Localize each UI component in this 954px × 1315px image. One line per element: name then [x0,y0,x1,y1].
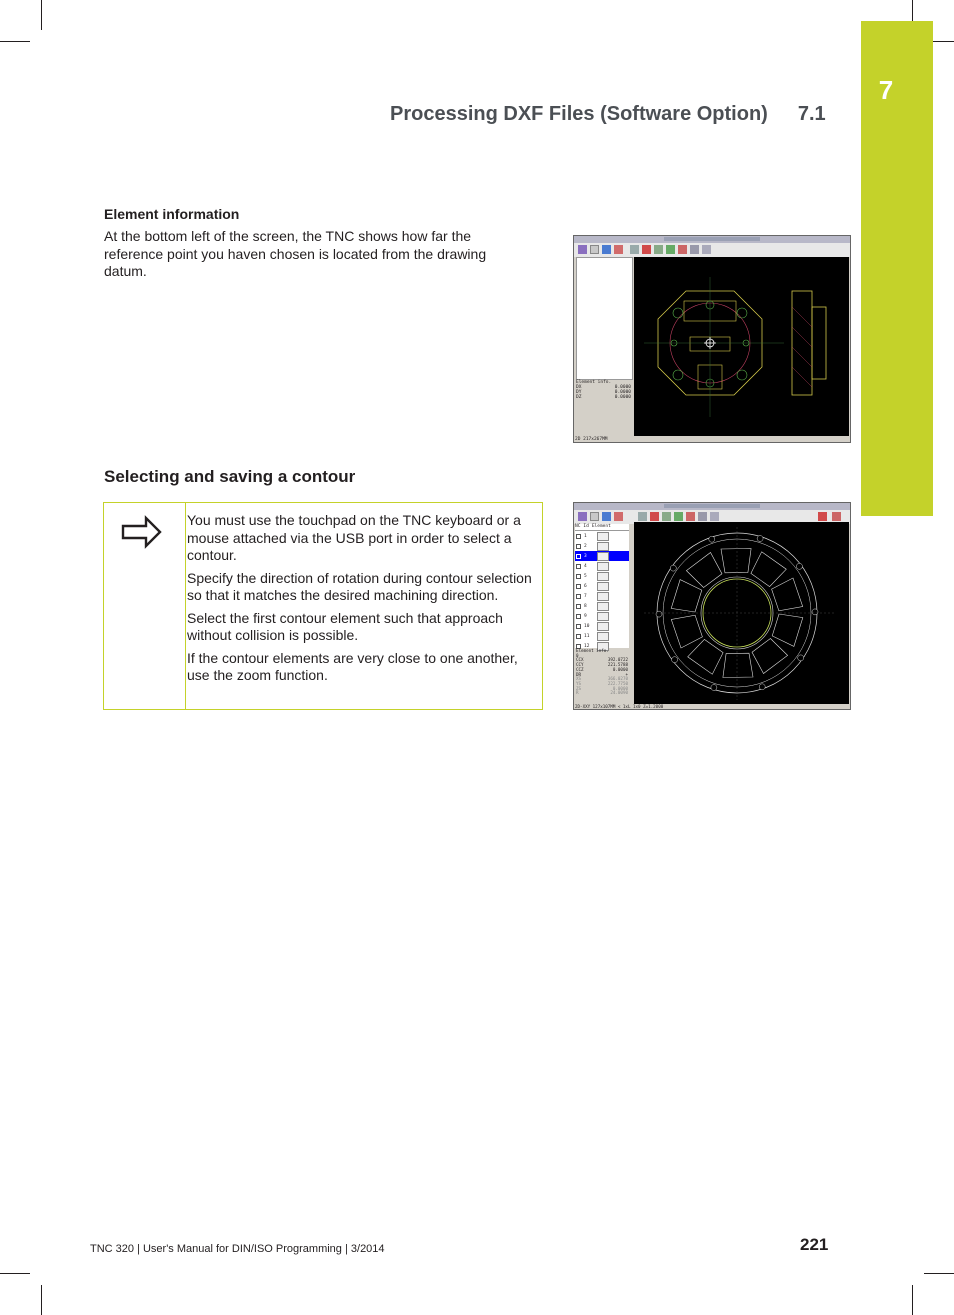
list-header: NC Id Element [575,524,629,531]
element-type-icon [597,612,609,621]
save-icon[interactable] [832,512,841,521]
note-text [187,512,537,690]
list-item[interactable] [575,621,629,631]
info-row: DY 0.0000 [576,390,631,395]
chapter-number: 7 [878,75,894,105]
running-head-section: 7.1 [797,103,826,125]
note-paragraph: If the contour elements are very close to one another, use the zoom function. [187,649,518,683]
info-row: R 24.0090 [576,690,628,696]
measure-icon[interactable] [666,245,675,254]
reference-icon[interactable] [686,512,695,521]
element-type-icon [597,532,609,541]
list-item[interactable] [575,591,629,601]
checkbox-icon[interactable] [576,584,581,589]
folder-icon[interactable] [578,512,587,521]
position-icon[interactable] [614,245,623,254]
footer-text: TNC 320 | User's Manual for DIN/ISO Programming | 3/2014 [90,1243,385,1255]
measure-icon[interactable] [674,512,683,521]
info-row: YS 222.7750 [576,680,628,686]
element-type-icon [597,632,609,641]
info-row: 0 [576,652,579,658]
settings-icon[interactable] [698,512,707,521]
list-item-id: 6 [584,583,587,589]
cad-drawing-view[interactable] [634,522,849,704]
crop-mark [41,1285,42,1315]
window-titlebar [574,236,850,243]
chapter-tab [861,21,933,516]
element-info-label: Element info. [576,380,612,385]
checkbox-icon[interactable] [576,534,581,539]
crop-mark [41,0,42,30]
info-row: XS 366.0270 [576,676,628,682]
list-item-id: 8 [584,603,587,609]
list-item-id: 9 [584,613,587,619]
page-number: 221 [800,1235,829,1254]
list-item[interactable] [575,581,629,591]
crop-mark [0,41,30,42]
list-item[interactable] [575,571,629,581]
info-row: DR + [576,671,628,677]
checkbox-icon[interactable] [576,624,581,629]
toolbar [574,243,850,257]
checkbox-icon[interactable] [576,544,581,549]
screenshot-dxf-element-info [573,235,851,443]
select-icon[interactable] [590,245,599,254]
list-item-id: 1 [584,533,587,539]
checkbox-icon[interactable] [576,614,581,619]
list-item[interactable] [575,561,629,571]
note-arrow-icon [120,515,164,549]
note-paragraph: You must use the touchpad on the TNC keyboard or a mouse attached via the USB port in order to select a contour. [187,512,521,563]
element-type-icon [597,582,609,591]
list-item-id: 10 [584,623,590,629]
zoom-icon[interactable] [638,512,647,521]
crop-mark [924,1273,954,1274]
element-type-icon [597,572,609,581]
element-info-body: At the bottom left of the screen, the TNC shows how far the reference point you haven chosen is located from the drawing datum. [104,228,487,279]
window-titlebar [574,503,850,510]
element-list [575,524,629,648]
info-row: CCY 221.5788 [576,662,628,668]
contour-icon[interactable] [602,245,611,254]
layer-icon[interactable] [650,512,659,521]
list-rows [575,531,629,651]
display-icon[interactable] [702,245,711,254]
element-info-panel [576,380,631,400]
list-item[interactable] [575,611,629,621]
list-item[interactable] [575,531,629,541]
info-row: DZ 0.0000 [576,395,631,400]
element-type-icon [597,622,609,631]
checkbox-icon[interactable] [576,604,581,609]
grid-icon[interactable] [662,512,671,521]
note-paragraph: Select the first contour element such that approach without collision is possible. [187,609,503,643]
note-paragraph: Specify the direction of rotation during contour selection so that it matches the desired machining direction. [187,569,532,603]
element-type-icon [597,552,609,561]
list-item-id: 2 [584,543,587,549]
list-item[interactable] [575,601,629,611]
element-info-label: Element info. [576,648,609,653]
grid-icon[interactable] [654,245,663,254]
layer-icon[interactable] [642,245,651,254]
layer-panel [576,257,633,380]
screenshot-contour-selection [573,502,851,710]
reference-icon[interactable] [678,245,687,254]
datum-marker-icon [704,337,716,349]
contour-icon[interactable] [602,512,611,521]
element-type-icon [597,562,609,571]
info-row: CCX 392.0722 [576,657,628,663]
checkbox-icon[interactable] [576,564,581,569]
zoom-icon[interactable] [630,245,639,254]
settings-icon[interactable] [690,245,699,254]
info-row: CCZ 0.0000 [576,666,628,672]
status-bar: 2D 217x267MM [575,437,608,442]
element-info-panel [576,649,628,696]
list-item[interactable] [575,551,629,561]
checkbox-icon[interactable] [576,574,581,579]
element-type-icon [597,602,609,611]
running-head-title: Processing DXF Files (Software Option) [390,103,768,125]
note-box [103,502,543,710]
selecting-heading: Selecting and saving a contour [104,467,356,486]
running-head [390,103,826,126]
element-info-heading: Element information [104,206,240,222]
list-item-id: 12 [584,643,590,649]
list-item-id: 3 [584,553,587,559]
position-icon[interactable] [614,512,623,521]
element-type-icon [597,592,609,601]
list-item-id: 5 [584,573,587,579]
crop-mark [0,1273,30,1274]
checkbox-icon[interactable] [576,554,581,559]
status-bar: 2D-XXY 127x107MM < 1xL 1x0 Z=1.2000 [575,704,664,709]
list-item[interactable] [575,631,629,641]
info-rows [576,654,628,696]
select-icon[interactable] [590,512,599,521]
list-item-id: 7 [584,593,587,599]
checkbox-icon[interactable] [576,594,581,599]
element-type-icon [597,542,609,551]
close-icon[interactable] [818,512,827,521]
list-item-id: 11 [584,633,590,639]
checkbox-icon[interactable] [576,634,581,639]
crop-mark [912,1285,913,1315]
info-row: ZS 0.0000 [576,685,628,691]
info-row: DX 0.0000 [576,385,631,390]
display-icon[interactable] [710,512,719,521]
folder-icon[interactable] [578,245,587,254]
list-item-id: 4 [584,563,587,569]
list-item[interactable] [575,541,629,551]
cad-drawing-view[interactable] [634,257,849,436]
